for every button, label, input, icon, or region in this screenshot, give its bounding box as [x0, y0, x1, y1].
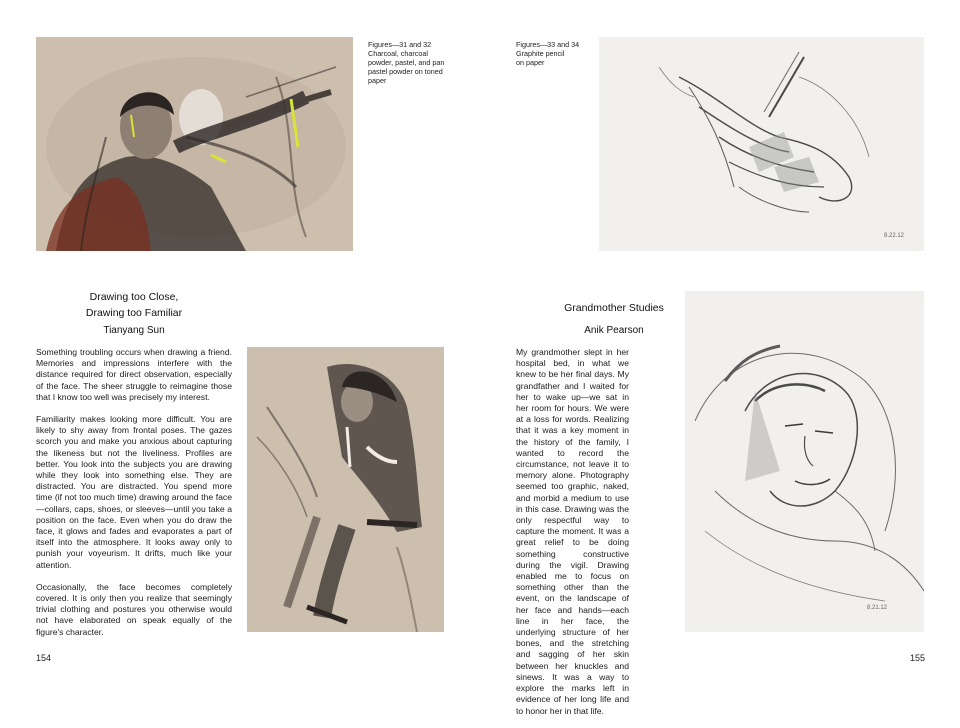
essay-body	[516, 347, 629, 728]
figure-34-signature: 8.21.12	[867, 605, 888, 611]
essay-paragraph: Something troubling occurs when drawing a friend. Memories and impressions interfere with the distance required for direct observation, especially of the face. The sheer struggle to reimagine those that I know too well was precisely my interest.	[36, 347, 232, 402]
figure-34-graphite-portrait-drawing	[685, 291, 924, 632]
essay-paragraph: Familiarity makes looking more difficult. You are likely to shy away from frontal poses. The gazes scorch you and make you anxious about capturing the likeness but not the liveliness. Profiles are better. You look into the subjects you are drawing while they look into something else. They are distracted. You are distracted. You spend more time (if not too much time) drawing around the face—collars, caps, shoes, or sleeves—until you take a position on the face. Even when you do draw the face, it glows and fades and evaporates a part of itself into the atmosphere. It looks away only to punish your voyeurism. It drifts, much like your attention.	[36, 414, 232, 570]
figure-31-charcoal-drawing	[36, 37, 353, 251]
essay-author: Tianyang Sun	[103, 325, 165, 336]
essay-title: Grandmother Studies	[564, 302, 664, 314]
figure-33-graphite-hands-drawing	[599, 37, 924, 251]
figure-33-signature: 8.22.12	[884, 233, 905, 239]
essay-paragraph: My grandmother slept in her hospital bed, in what we knew to be her final days. My grandfather and I waited for her to wake up—we sat in her room for hours. We were at a loss for words. Realizing that it was a key moment in the history of the family, I wanted to record the circumstance, not leave it to memory alone. Photography seemed too graphic, naked, and morbid a medium to use in this case. Drawing was the only respectful way to capture the moment. It was a great relief to be doing something constructive during the vigil. Drawing enabled me to focus on something other than the event, on the landscape of her face and hands—each line in her face, the underlying structure of her bones, and the stretching and sagging of her skin between her knuckles and sinews. It was a way to explore the marks left in evidence of her long life and to honor her in that life.	[516, 347, 629, 716]
left-page	[0, 0, 480, 691]
essay-title: Drawing too Close, Drawing too Familiar	[85, 291, 183, 319]
figure-32-charcoal-drawing	[247, 347, 444, 632]
right-page	[480, 0, 960, 716]
figures-33-34-caption: Figures—33 and 34 Graphite pencil on paper	[516, 40, 580, 67]
essay-body	[36, 347, 232, 649]
page-number: 155	[910, 653, 926, 663]
essay-author: Anik Pearson	[584, 325, 644, 336]
page-number: 154	[36, 653, 52, 663]
essay-paragraph: Occasionally, the face becomes completely covered. It is only then you realize that seemingly trivial clothing and postures you otherwise would not have elaborated on speak equally of the figure's character.	[36, 581, 232, 637]
figures-31-32-caption: Figures—31 and 32 Charcoal, charcoal powder, pastel, and pan pastel powder on toned paper	[368, 40, 445, 85]
